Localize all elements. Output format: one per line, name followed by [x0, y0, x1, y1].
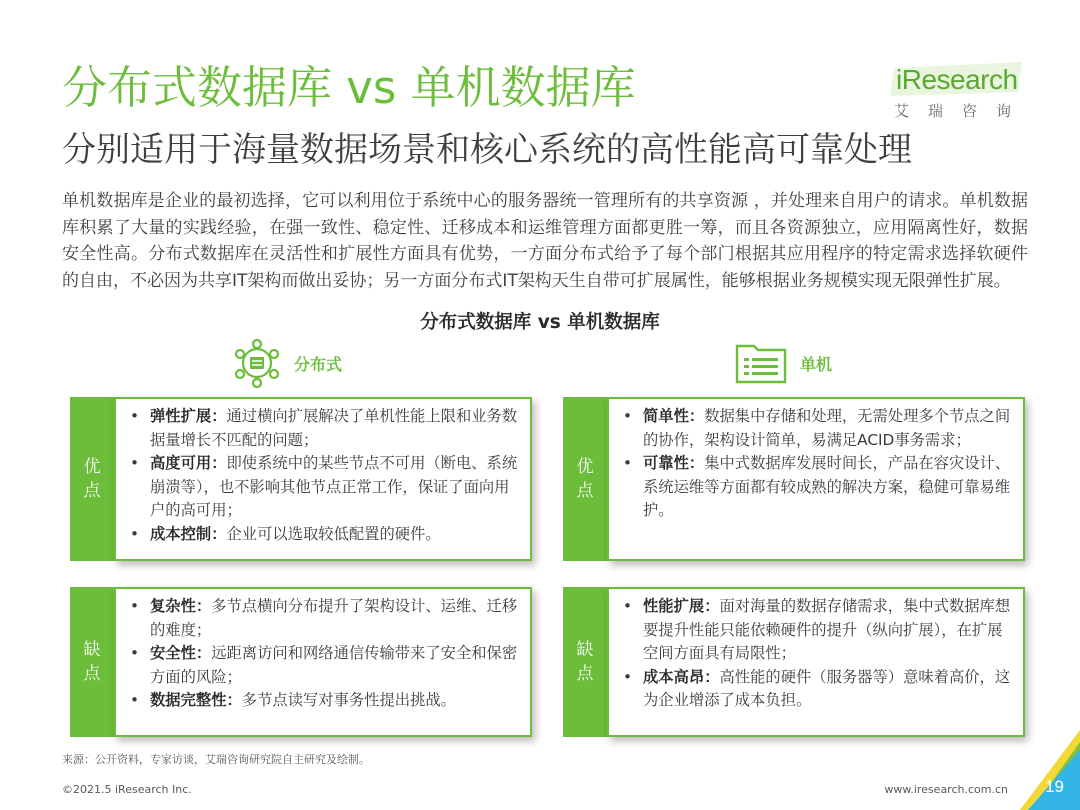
bullet-item	[128, 642, 518, 689]
distributed-cons-box	[114, 587, 532, 737]
bullet-text: 集中式数据库发展时间长，产品在容灾设计、系统运维等方面都有较成熟的解决方案，稳健可靠易维护。	[643, 454, 1011, 519]
comparison-title: 分布式数据库 vs 单机数据库	[420, 312, 660, 333]
bullet-dot: •	[130, 524, 140, 543]
bullet-text: 企业可以选取较低配置的硬件。	[226, 524, 441, 543]
page-number: 19	[1045, 777, 1064, 796]
distributed-cons-list	[128, 595, 518, 713]
bullet-item	[128, 452, 518, 523]
page-title: 分布式数据库 vs 单机数据库	[62, 61, 636, 114]
single-pros-box	[607, 397, 1025, 561]
bullet-dot: •	[623, 597, 633, 615]
source-note: 来源：公开资料，专家访谈，艾瑞咨询研究院自主研究及绘制。	[62, 753, 370, 766]
bullet-dot: •	[130, 597, 140, 615]
bullet-term: 简单性：	[643, 407, 705, 425]
bullet-dot: •	[130, 454, 140, 472]
distributed-label: 分布式	[294, 354, 343, 374]
distributed-pros-list	[128, 405, 518, 546]
iresearch-logo	[890, 62, 1030, 124]
network-nodes-icon	[232, 338, 282, 388]
bullet-term: 可靠性：	[643, 454, 705, 472]
bullet-text: 通过横向扩展解决了单机性能上限和业务数据量增长不匹配的问题；	[150, 407, 518, 449]
bullet-item	[621, 405, 1011, 452]
bullet-term: 弹性扩展：	[150, 407, 227, 425]
bullet-dot: •	[130, 407, 140, 425]
bullet-term: 成本高昂：	[643, 667, 720, 686]
intro-paragraph: 单机数据库是企业的最初选择，它可以利用位于系统中心的服务器统一管理所有的共享资源 ，并处理来自用户的请求。单机数据库积累了大量的实践经验，在强一致性、稳定性、迁移成本和运维管理方面都更胜一筹，而且各资源独立，应用隔离性好，数据安全性高。分布式数据库在灵活性和扩展性方面具有优势，一方面分布式给予了每个部门根据其应用程序的特定需求选择软硬件的自由，不必因为共享IT架构而做出妥协；另一方面分布式IT架构天生自带可扩展属性，能够根据业务规模实现无限弹性扩展。	[62, 191, 1028, 291]
single-header	[734, 338, 832, 388]
single-pros-list	[621, 405, 1011, 523]
single-cons-box	[607, 587, 1025, 737]
bullet-term: 数据完整性：	[150, 691, 242, 709]
bullet-text: 面对海量的数据存储需求，集中式数据库想要提升性能只能依赖硬件的提升（纵向扩展），在扩展空间方面具有局限性；	[643, 597, 1011, 662]
corner-decoration-icon	[1000, 690, 1080, 810]
bullet-dot: •	[623, 407, 633, 425]
logo-brand-text: iResearch	[896, 64, 1018, 95]
bullet-term: 高度可用：	[150, 454, 227, 472]
bullet-text: 多节点横向分布提升了架构设计、运维、迁移的难度；	[150, 597, 518, 639]
bullet-item	[128, 523, 518, 547]
bullet-text: 多节点读写对事务性提出挑战。	[241, 691, 456, 709]
bullet-term: 安全性：	[150, 644, 212, 662]
bullet-dot: •	[130, 691, 140, 709]
single-cons-tag: 缺点	[563, 587, 607, 737]
bullet-dot: •	[623, 667, 633, 686]
copyright: ©2021.5 iResearch Inc.	[62, 783, 192, 796]
bullet-term: 成本控制：	[150, 524, 227, 543]
bullet-dot: •	[130, 644, 140, 662]
bullet-item	[621, 666, 1011, 713]
single-label: 单机	[800, 354, 833, 374]
bullet-item	[128, 595, 518, 642]
logo-chinese-text: 艾瑞咨询	[894, 102, 1031, 120]
single-pros-tag: 优点	[563, 397, 607, 561]
bullet-item	[621, 595, 1011, 666]
bullet-dot: •	[623, 454, 633, 472]
website-link[interactable]: www.iresearch.com.cn	[884, 783, 1008, 796]
single-cons-list	[621, 595, 1011, 713]
server-list-icon	[734, 340, 788, 386]
bullet-item	[621, 452, 1011, 523]
bullet-text: 远距离访问和网络通信传输带来了安全和保密方面的风险；	[150, 644, 518, 686]
bullet-text: 高性能的硬件（服务器等）意味着高价，这为企业增添了成本负担。	[643, 667, 1011, 709]
bullet-term: 性能扩展：	[643, 597, 720, 615]
bullet-item	[128, 405, 518, 452]
bullet-text: 即使系统中的某些节点不可用（断电、系统崩溃等），也不影响其他节点正常工作，保证了面向用户的高可用；	[150, 454, 518, 519]
page-subtitle: 分别适用于海量数据场景和核心系统的高性能高可靠处理	[62, 130, 912, 170]
distributed-header	[232, 338, 342, 388]
distributed-cons-tag: 缺点	[70, 587, 114, 737]
bullet-item	[128, 689, 518, 713]
distributed-pros-box	[114, 397, 532, 561]
bullet-text: 数据集中存储和处理，无需处理多个节点之间的协作，架构设计简单，易满足ACID事务需求；	[643, 407, 1011, 449]
distributed-pros-tag: 优点	[70, 397, 114, 561]
bullet-term: 复杂性：	[150, 597, 212, 615]
